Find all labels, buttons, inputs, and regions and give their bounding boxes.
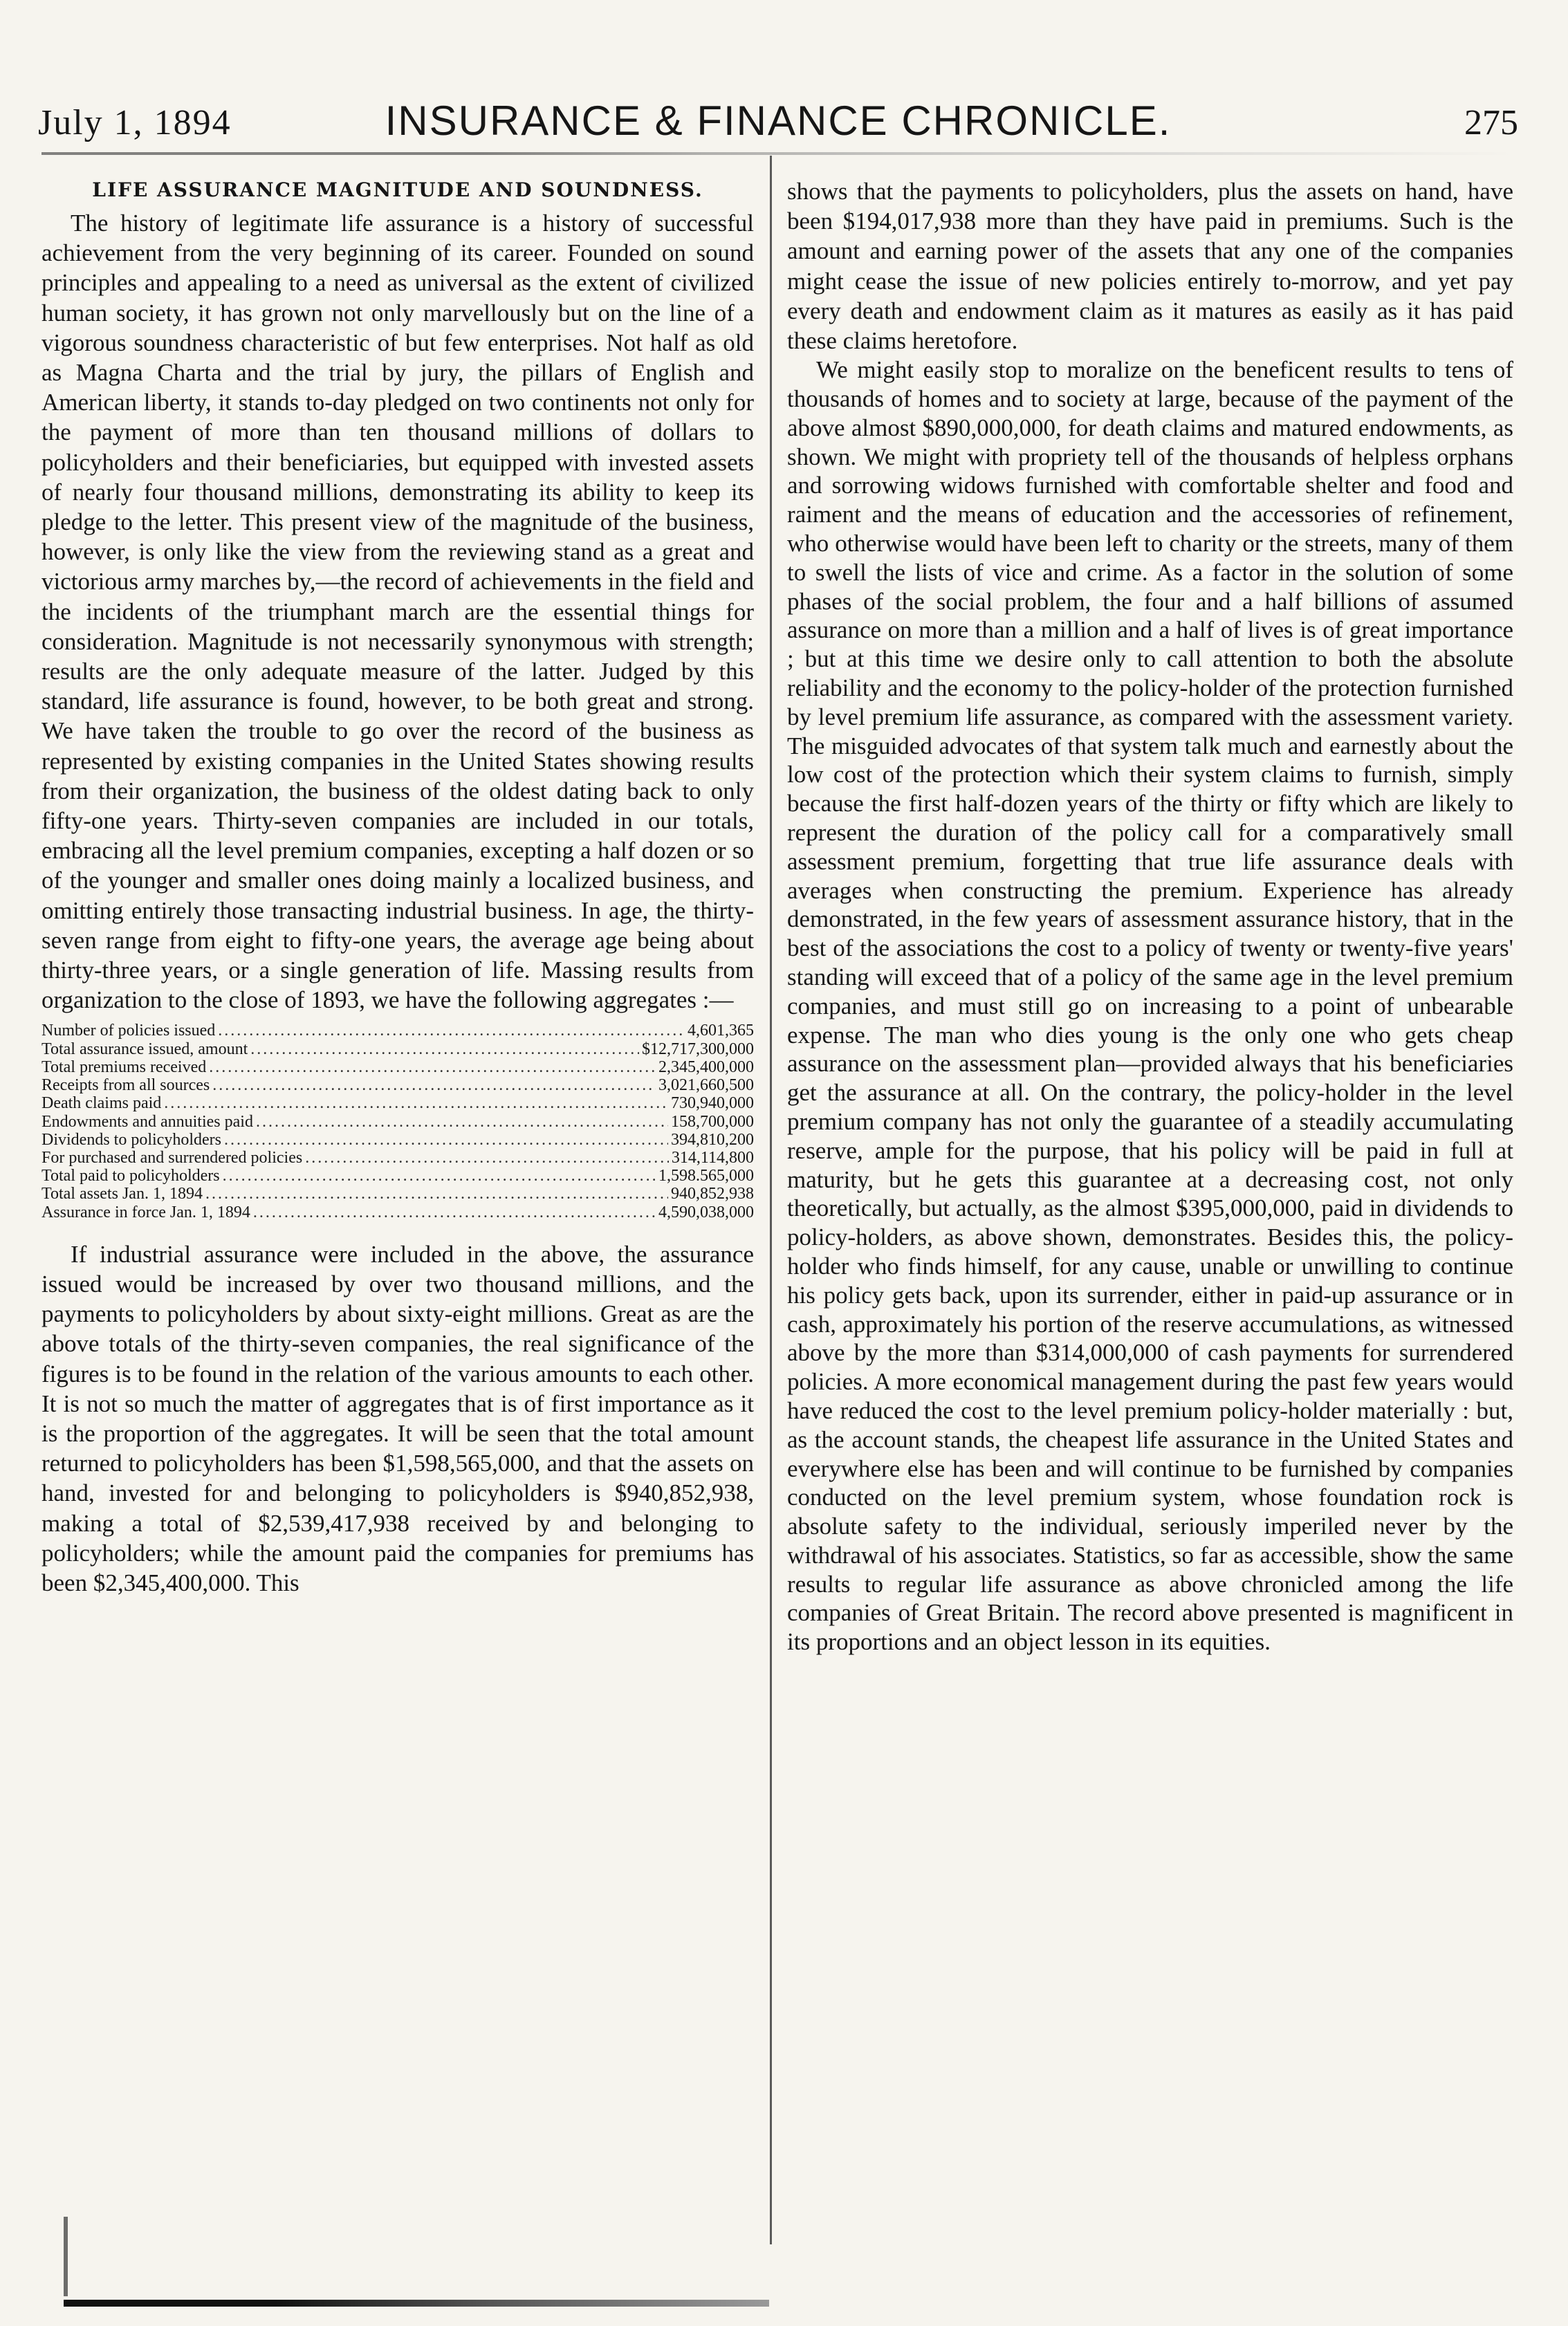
aggregate-row (41, 1131, 754, 1149)
leader-dots (218, 1022, 685, 1040)
aggregate-label: Total assets Jan. 1, 1894 (41, 1185, 203, 1203)
leader-dots (305, 1149, 669, 1167)
aggregate-value: 730,940,000 (671, 1094, 754, 1113)
issue-date: July 1, 1894 (38, 103, 232, 142)
left-column (41, 176, 754, 1598)
aggregate-value: 3,021,660,500 (658, 1076, 754, 1095)
aggregate-value: 1,598.565,000 (658, 1167, 754, 1185)
aggregate-label: Receipts from all sources (41, 1076, 210, 1095)
aggregate-row (41, 1113, 754, 1131)
margin-rule (64, 2217, 68, 2296)
leader-dots (205, 1185, 668, 1203)
leader-dots (164, 1094, 668, 1112)
aggregate-value: 4,601,365 (688, 1022, 754, 1040)
article-paragraph-4: We might easily stop to moralize on the beneficent results to tens of thousands of homes and to society at large, because of the payment of the above almost $890,000,000, for death claims and matured endowments, as shown. We might with propriety tell of the thousands of helpless orphans and sorrowing widows furnished with comfortable shelter and food and raiment and the means of education and the accessories of refinement, who otherwise would have been left to charity or the streets, many of them to swell the lists of vice and crime. As a factor in the solution of some phases of the social problem, the four and a half billions of assumed assurance on more than a million and a half of lives is of great importance ; but at this time we desire only to call attention to both the absolute reliability and the economy to the policy-holder of the protection furnished by level premium life assurance, as compared with the assessment variety. The misguided advocates of that system talk much and earnestly about the low cost of the protection which their system claims to furnish, simply because the first half-dozen years of the thirty or fifty which are likely to represent the duration of the policy call for a comparatively small assessment premium, forgetting that true life assurance deals with averages when constructing the premium. Experience has already demonstrated, in the few years of assessment assurance history, that in the best of the associations the cost to a policy of twenty or twenty-five years' standing will exceed that of a policy of the same age in the level premium companies, and must still go on increasing to a point of unbearable expense. The man who dies young is the only one who gets cheap assurance on the assessment plan—provided always that his beneficiaries get the assurance at all. On the contrary, the policy-holder in the level premium company has not only the guarantee of a steadily accumulating reserve, ample for the purpose, that his policy will be paid in full at maturity, but he gets this guarantee at a decreasing cost, not only theoretically, but actually, as the almost $395,000,000, paid in dividends to policy-holders, as above shown, demonstrates. Besides this, the policy-holder who finds himself, for any cause, unable or unwilling to continue his policy gets back, upon its surrender, either in paid-up assurance or in cash, approximately his portion of the reserve accumulations, as witnessed above by the more than $314,000,000 of cash payments for surrendered policies. A more economical management during the past few years would have reduced the cost to the level premium policy-holder materially : but, as the account stands, the cheapest life assurance in the United States and everywhere else has been and will continue to be furnished by companies conducted on the level premium system, whose foundation rock is absolute safety to the individual, seriously imperiled never by the withdrawal of his associates. Statistics, so far as accessible, show the same results to regular life assurance as above chronicled among the life companies of Great Britain. The record above presented is magnificent in its proportions and an object lesson in its equities. (787, 356, 1513, 1656)
aggregate-label: Dividends to policyholders (41, 1130, 221, 1149)
aggregate-row (41, 1058, 754, 1076)
aggregate-label: For purchased and surrendered policies (41, 1148, 303, 1167)
aggregate-label: Total paid to policyholders (41, 1167, 220, 1185)
bottom-rule (64, 2300, 769, 2307)
aggregates-table (41, 1022, 754, 1221)
aggregate-value: 940,852,938 (671, 1185, 754, 1203)
right-column (787, 176, 1513, 1656)
article-paragraph-2: If industrial assurance were included in the above, the assurance issued would be increased by over two thousand millions, and the payments to policyholders by about sixty-eight millions. Great as are the above totals of the thirty-seven companies, the real significance of the figures is to be found in the relation of the various amounts to each other. It is not so much the matter of aggregates that is of first importance as it is the proportion of the aggregates. It will be seen that the total amount returned to policyholders has been $1,598,565,000, and that the assets on hand, invested for and belonging to policyholders is $940,852,938, making a total of $2,539,417,938 received by and belonging to policyholders; while the amount paid the companies for premiums has been $2,345,400,000. This (41, 1240, 754, 1596)
aggregate-row (41, 1094, 754, 1112)
aggregate-value: 394,810,200 (671, 1130, 754, 1149)
publication-title: INSURANCE & FINANCE CHRONICLE. (385, 98, 1172, 144)
article-paragraph-3: shows that the payments to policyholders, plus the assets on hand, have been $194,017,938 more than they have paid in premiums. Such is the amount and earning power of the assets that any one of the companies might cease the issue of new policies entirely to-morrow, and yet pay every death and endowment claim as it matures as easily as it has paid these claims heretofore. (787, 178, 1513, 355)
aggregate-row (41, 1022, 754, 1040)
article-title: LIFE ASSURANCE MAGNITUDE AND SOUNDNESS. (92, 178, 703, 201)
leader-dots (223, 1167, 656, 1185)
aggregate-row (41, 1149, 754, 1167)
aggregate-label: Endowments and annuities paid (41, 1112, 253, 1131)
aggregate-value: 4,590,038,000 (658, 1203, 754, 1221)
article-paragraph-1: The history of legitimate life assurance is a history of successful achievement from the very beginning of its career. Founded on sound principles and appealing to a need as universal as the extent of civilized human society, it has grown not only marvellously but on the line of a vigorous soundness characteristic of but few enterprises. Not half as old as Magna Charta and the trial by jury, the pillars of English and American liberty, it stands to-day pledged on two continents not only for the payment of more than ten thousand millions of dollars to policyholders and their beneficiaries, but equipped with invested assets of nearly four thousand millions, demonstrating its ability to keep its pledge to the letter. This present view of the magnitude of the business, however, is only like the view from the reviewing stand as a great and victorious army marches by,—the record of achievements in the field and the incidents of the triumphant march are the essential things for consideration. Magnitude is not necessarily synonymous with strength; results are the only adequate measure of the latter. Judged by this standard, life assurance is found, however, to be both great and strong. We have taken the trouble to go over the record of the business as represented by existing companies in the United States showing results from their organization, the business of the oldest dating back to only fifty-one years. Thirty-seven companies are included in our totals, embracing all the level premium companies, excepting a half dozen or so of the younger and smaller ones doing mainly a localized business, and omitting entirely those transacting industrial business. In age, the thirty-seven range from eight to fifty-one years, the average age being about thirty-three years, or a single generation of life. Massing results from organization to the close of 1893, we have the following aggregates :— (41, 210, 754, 1014)
leader-dots (209, 1058, 656, 1076)
aggregate-value: $12,717,300,000 (642, 1040, 754, 1058)
page-number: 275 (1464, 103, 1518, 142)
leader-dots (256, 1113, 668, 1131)
aggregate-label: Total premiums received (41, 1058, 207, 1076)
leader-dots (224, 1131, 668, 1149)
leader-dots (253, 1203, 656, 1221)
aggregate-label: Total assurance issued, amount (41, 1040, 248, 1058)
aggregate-value: 314,114,800 (671, 1148, 754, 1167)
aggregate-value: 158,700,000 (671, 1112, 754, 1131)
aggregate-row (41, 1076, 754, 1094)
aggregate-row (41, 1185, 754, 1203)
leader-dots (212, 1076, 656, 1094)
aggregate-row (41, 1040, 754, 1058)
header-rule (41, 152, 1515, 155)
aggregate-label: Assurance in force Jan. 1, 1894 (41, 1203, 250, 1221)
page-header (38, 90, 1518, 159)
aggregate-row (41, 1203, 754, 1221)
aggregate-label: Death claims paid (41, 1094, 162, 1113)
column-divider (770, 156, 772, 2244)
aggregate-label: Number of policies issued (41, 1022, 216, 1040)
aggregate-value: 2,345,400,000 (658, 1058, 754, 1076)
leader-dots (250, 1040, 639, 1058)
aggregate-row (41, 1167, 754, 1185)
